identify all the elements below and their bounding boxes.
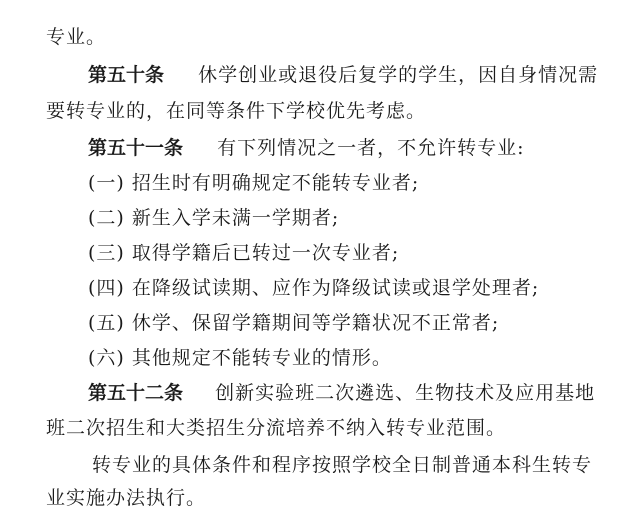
article-51-text: 有下列情况之一者，不允许转专业: xyxy=(217,137,525,159)
article-50-text-2: 要转专业的，在同等条件下学校优先考虑。 xyxy=(46,100,427,122)
item-text: (五) 休学、保留学籍期间等学籍状况不正常者; xyxy=(88,312,500,334)
article-51-item xyxy=(88,308,499,338)
item-text: (三) 取得学籍后已转过一次专业者; xyxy=(88,242,400,264)
article-52-text-2: 班二次招生和大类招生分流培养不纳入转专业范围。 xyxy=(46,417,507,439)
article-51-item xyxy=(88,343,392,373)
closing-text-1: 转专业的具体条件和程序按照学校全日制普通本科生转专 xyxy=(92,454,593,476)
item-text: (一) 招生时有明确规定不能转专业者; xyxy=(88,172,420,194)
item-text: (四) 在降级试读期、应作为降级试读或退学处理者; xyxy=(88,277,540,299)
article-52-line-2 xyxy=(46,413,506,443)
closing-line-1 xyxy=(92,450,592,480)
article-51-title: 第五十一条 xyxy=(88,137,184,159)
article-51-item xyxy=(88,168,419,198)
item-text: (六) 其他规定不能转专业的情形。 xyxy=(88,347,392,369)
closing-line-2 xyxy=(46,483,206,513)
article-51-item xyxy=(88,203,339,233)
article-50-title: 第五十条 xyxy=(88,64,165,86)
article-50-line-2 xyxy=(46,96,426,126)
article-51-line xyxy=(88,133,525,163)
closing-text-2: 业实施办法执行。 xyxy=(46,487,207,509)
article-50-line-1 xyxy=(88,60,616,90)
article-51-item xyxy=(88,238,399,268)
text-span: 专业。 xyxy=(46,26,107,48)
article-52-title: 第五十二条 xyxy=(88,382,184,404)
article-52-text-1: 创新实验班二次遴选、生物技术及应用基地 xyxy=(215,382,596,404)
article-51-item xyxy=(88,273,539,303)
continued-text-line xyxy=(46,22,106,52)
article-50-text-1: 休学创业或退役后复学的学生，因自身情况需 xyxy=(198,64,599,86)
item-text: (二) 新生入学未满一学期者; xyxy=(88,207,340,229)
article-52-line-1 xyxy=(88,378,616,408)
